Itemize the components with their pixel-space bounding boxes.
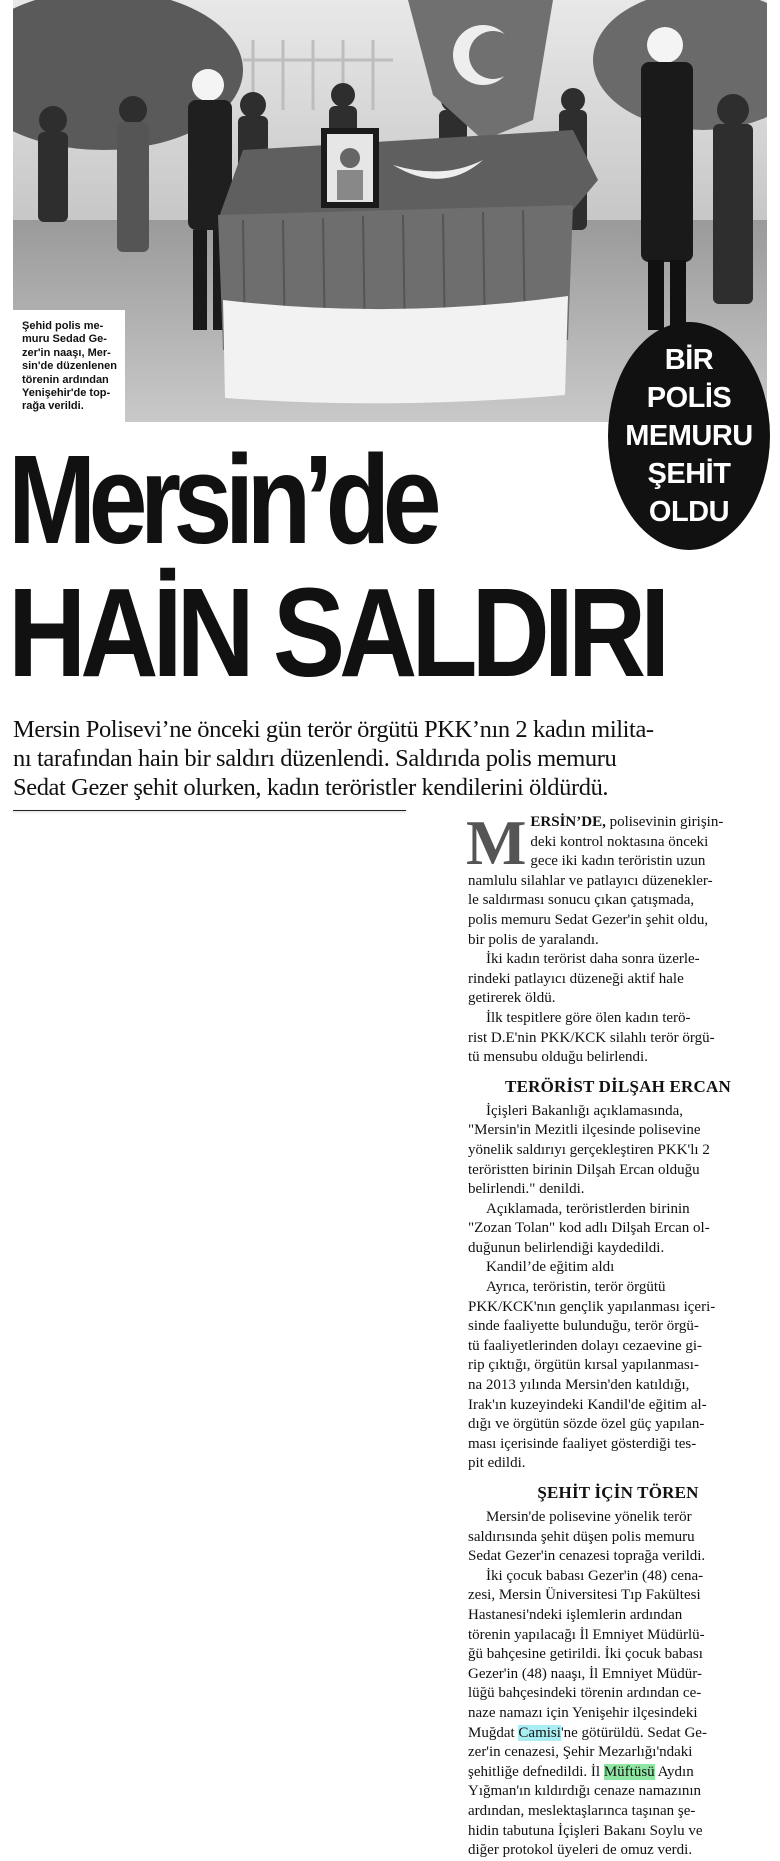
body-line: rindeki patlayıcı düzeneği aktif hale xyxy=(468,970,684,987)
highlight-muftusu: Müftüsü xyxy=(603,1763,655,1780)
body-line: na 2013 yılında Mersin'den katıldığı, xyxy=(468,1377,690,1394)
body-line: bir polis de yaralandı. xyxy=(468,931,599,948)
lead-word: ERSİN’DE, xyxy=(530,814,606,830)
paragraph xyxy=(468,1278,768,1474)
body-line: Ayrıca, teröristin, terör örgütü xyxy=(486,1279,666,1296)
badge-line: BİR xyxy=(664,344,714,376)
body-line: İçişleri Bakanlığı açıklamasında, xyxy=(486,1102,684,1119)
body-line: İki kadın terörist daha sonra üzerle- xyxy=(486,951,700,968)
body-line xyxy=(468,1724,768,1744)
body-text: Muğdat xyxy=(468,1724,519,1741)
caption-line: sin'de düzenlenen xyxy=(22,360,117,373)
body-line: naze namazı için Yenişehir ilçesindeki xyxy=(468,1704,698,1721)
body-line: törenin yapılacağı İl Emniyet Müdürlü- xyxy=(468,1626,705,1643)
body-line: zer'in cenazesi, Şehir Mezarlığı'ndaki xyxy=(468,1744,693,1761)
paragraph xyxy=(468,1009,768,1068)
paragraph xyxy=(468,1258,768,1278)
caption-line: Şehid polis me- xyxy=(22,320,104,332)
caption-line: törenin ardından xyxy=(22,373,109,386)
body-line: polis memuru Sedat Gezer'in şehit oldu, xyxy=(468,911,709,928)
body-line: diğer protokol üyeleri de omuz verdi. xyxy=(468,1842,693,1859)
badge-line: MEMURU xyxy=(625,420,753,452)
body-line: rip çıktığı, örgütün kırsal yapılanması- xyxy=(468,1357,699,1374)
drop-cap: M xyxy=(466,807,527,878)
body-line: PKK/KCK'nın gençlik yapılanması içeri- xyxy=(468,1298,716,1315)
body-text: polisevinin girişin- xyxy=(605,814,724,830)
headline-line-2: HAİN SALDIRI xyxy=(8,562,665,703)
badge-line: ŞEHİT xyxy=(647,458,731,490)
highlight-camisi: Camisi xyxy=(518,1724,561,1741)
body-line: Gezer'in (48) naaşı, İl Emniyet Müdür- xyxy=(468,1665,702,1682)
caption-line: Yenişehir'de top- xyxy=(22,387,111,400)
body-line: deki kontrol noktasına önceki xyxy=(530,833,709,850)
body-line: tü faaliyetlerinden dolayı cezaevine gi- xyxy=(468,1337,703,1354)
caption-line: rağa verildi. xyxy=(22,400,84,413)
body-line: Açıklamada, teröristlerden birinin xyxy=(486,1200,690,1217)
body-line: "Zozan Tolan" kod adlı Dilşah Ercan ol- xyxy=(468,1220,710,1237)
body-line: teröristten birinin Dilşah Ercan olduğu xyxy=(468,1161,700,1178)
body-line: getirerek öldü. xyxy=(468,990,556,1007)
body-line: zesi, Mersin Üniversitesi Tıp Fakültesi xyxy=(468,1587,701,1604)
body-line: ması içerisinde faaliyet gösterdiği tes- xyxy=(468,1435,697,1452)
body-line: belirlendi." denildi. xyxy=(468,1181,585,1198)
body-line: hidin tabutuna İçişleri Bakanı Soylu ve xyxy=(468,1822,703,1839)
paragraph xyxy=(468,950,768,1009)
body-line: Irak'ın kuzeyindeki Kandil'de eğitim al- xyxy=(468,1396,707,1413)
divider xyxy=(13,810,406,811)
intro-paragraph xyxy=(466,807,768,950)
caption-line: zer'in naaşı, Mer- xyxy=(22,346,111,359)
body-line: ardından, meslektaşlarınca taşınan şe- xyxy=(468,1802,696,1819)
body-line: namlulu silahlar ve patlayıcı düzenekler- xyxy=(468,872,713,889)
article-body xyxy=(466,807,768,1861)
paragraph xyxy=(468,1200,768,1259)
body-line: ğü bahçesine getirildi. İki çocuk babası xyxy=(468,1646,703,1663)
paragraph xyxy=(468,1567,768,1861)
body-line: Yığman'ın kıldırdığı cenaze namazının xyxy=(468,1783,702,1800)
body-line: duğunun belirlendiği kaydedildi. xyxy=(468,1239,665,1256)
lead-line: Sedat Gezer şehit olurken, kadın teröristler kendilerini öldürdü. xyxy=(13,774,609,801)
body-text: 'ne götürüldü. Sedat Ge- xyxy=(560,1724,707,1741)
paragraph xyxy=(468,1102,768,1200)
body-line: Mersin'de polisevine yönelik terör xyxy=(486,1509,692,1525)
body-text: Aydın xyxy=(654,1763,694,1780)
lead-line: nı tarafından hain bir saldırı düzenlendi. Saldırıda polis memuru xyxy=(13,745,617,772)
body-line xyxy=(468,1763,768,1783)
body-line: tü mensubu olduğu belirlendi. xyxy=(468,1049,648,1066)
body-line: rist D.E'nin PKK/KCK silahlı terör örgü- xyxy=(468,1029,715,1046)
body-line: Kandil’de eğitim aldı xyxy=(486,1259,615,1276)
body-line: "Mersin'in Mezitli ilçesinde polisevine xyxy=(468,1122,701,1139)
body-line: yönelik saldırıyı gerçekleştiren PKK'lı 2 xyxy=(468,1141,710,1158)
body-line: gece iki kadın teröristin uzun xyxy=(530,853,706,870)
subhead-terorist: TERÖRİST DİLŞAH ERCAN xyxy=(505,1076,731,1096)
body-line: lüğü bahçesindeki törenin ardından ce- xyxy=(468,1685,702,1702)
body-line: sinde faaliyette bulunduğu, terör örgü- xyxy=(468,1318,699,1335)
body-line: dığı ve örgütün sözde özel güç yapılan- xyxy=(468,1416,705,1433)
body-line: İki çocuk babası Gezer'in (48) cena- xyxy=(486,1567,704,1584)
subhead-toren: ŞEHİT İÇİN TÖREN xyxy=(537,1483,699,1502)
caption-line: muru Sedad Ge- xyxy=(22,333,107,346)
badge-line: OLDU xyxy=(648,496,730,528)
badge-line: POLİS xyxy=(646,382,732,414)
body-line: Sedat Gezer'in cenazesi toprağa verildi. xyxy=(468,1548,706,1565)
body-line: Hastanesi'ndeki işlemlerin ardından xyxy=(468,1606,683,1623)
body-line: İlk tespitlere göre ölen kadın terö- xyxy=(486,1009,691,1026)
headline-line-1: Mersin’de xyxy=(8,429,435,570)
lead-line: Mersin Polisevi’ne önceki gün terör örgütü PKK’nın 2 kadın milita- xyxy=(13,716,654,743)
body-line: le saldırması sonucu çıkan çatışmada, xyxy=(468,892,695,909)
body-text: şehitliğe defnedildi. İl xyxy=(468,1763,604,1780)
paragraph xyxy=(468,1508,768,1567)
lead-paragraph xyxy=(13,715,773,802)
photo-caption xyxy=(13,310,125,422)
body-line: pit edildi. xyxy=(468,1455,526,1472)
body-line: saldırısında şehit düşen polis memuru xyxy=(468,1528,695,1545)
